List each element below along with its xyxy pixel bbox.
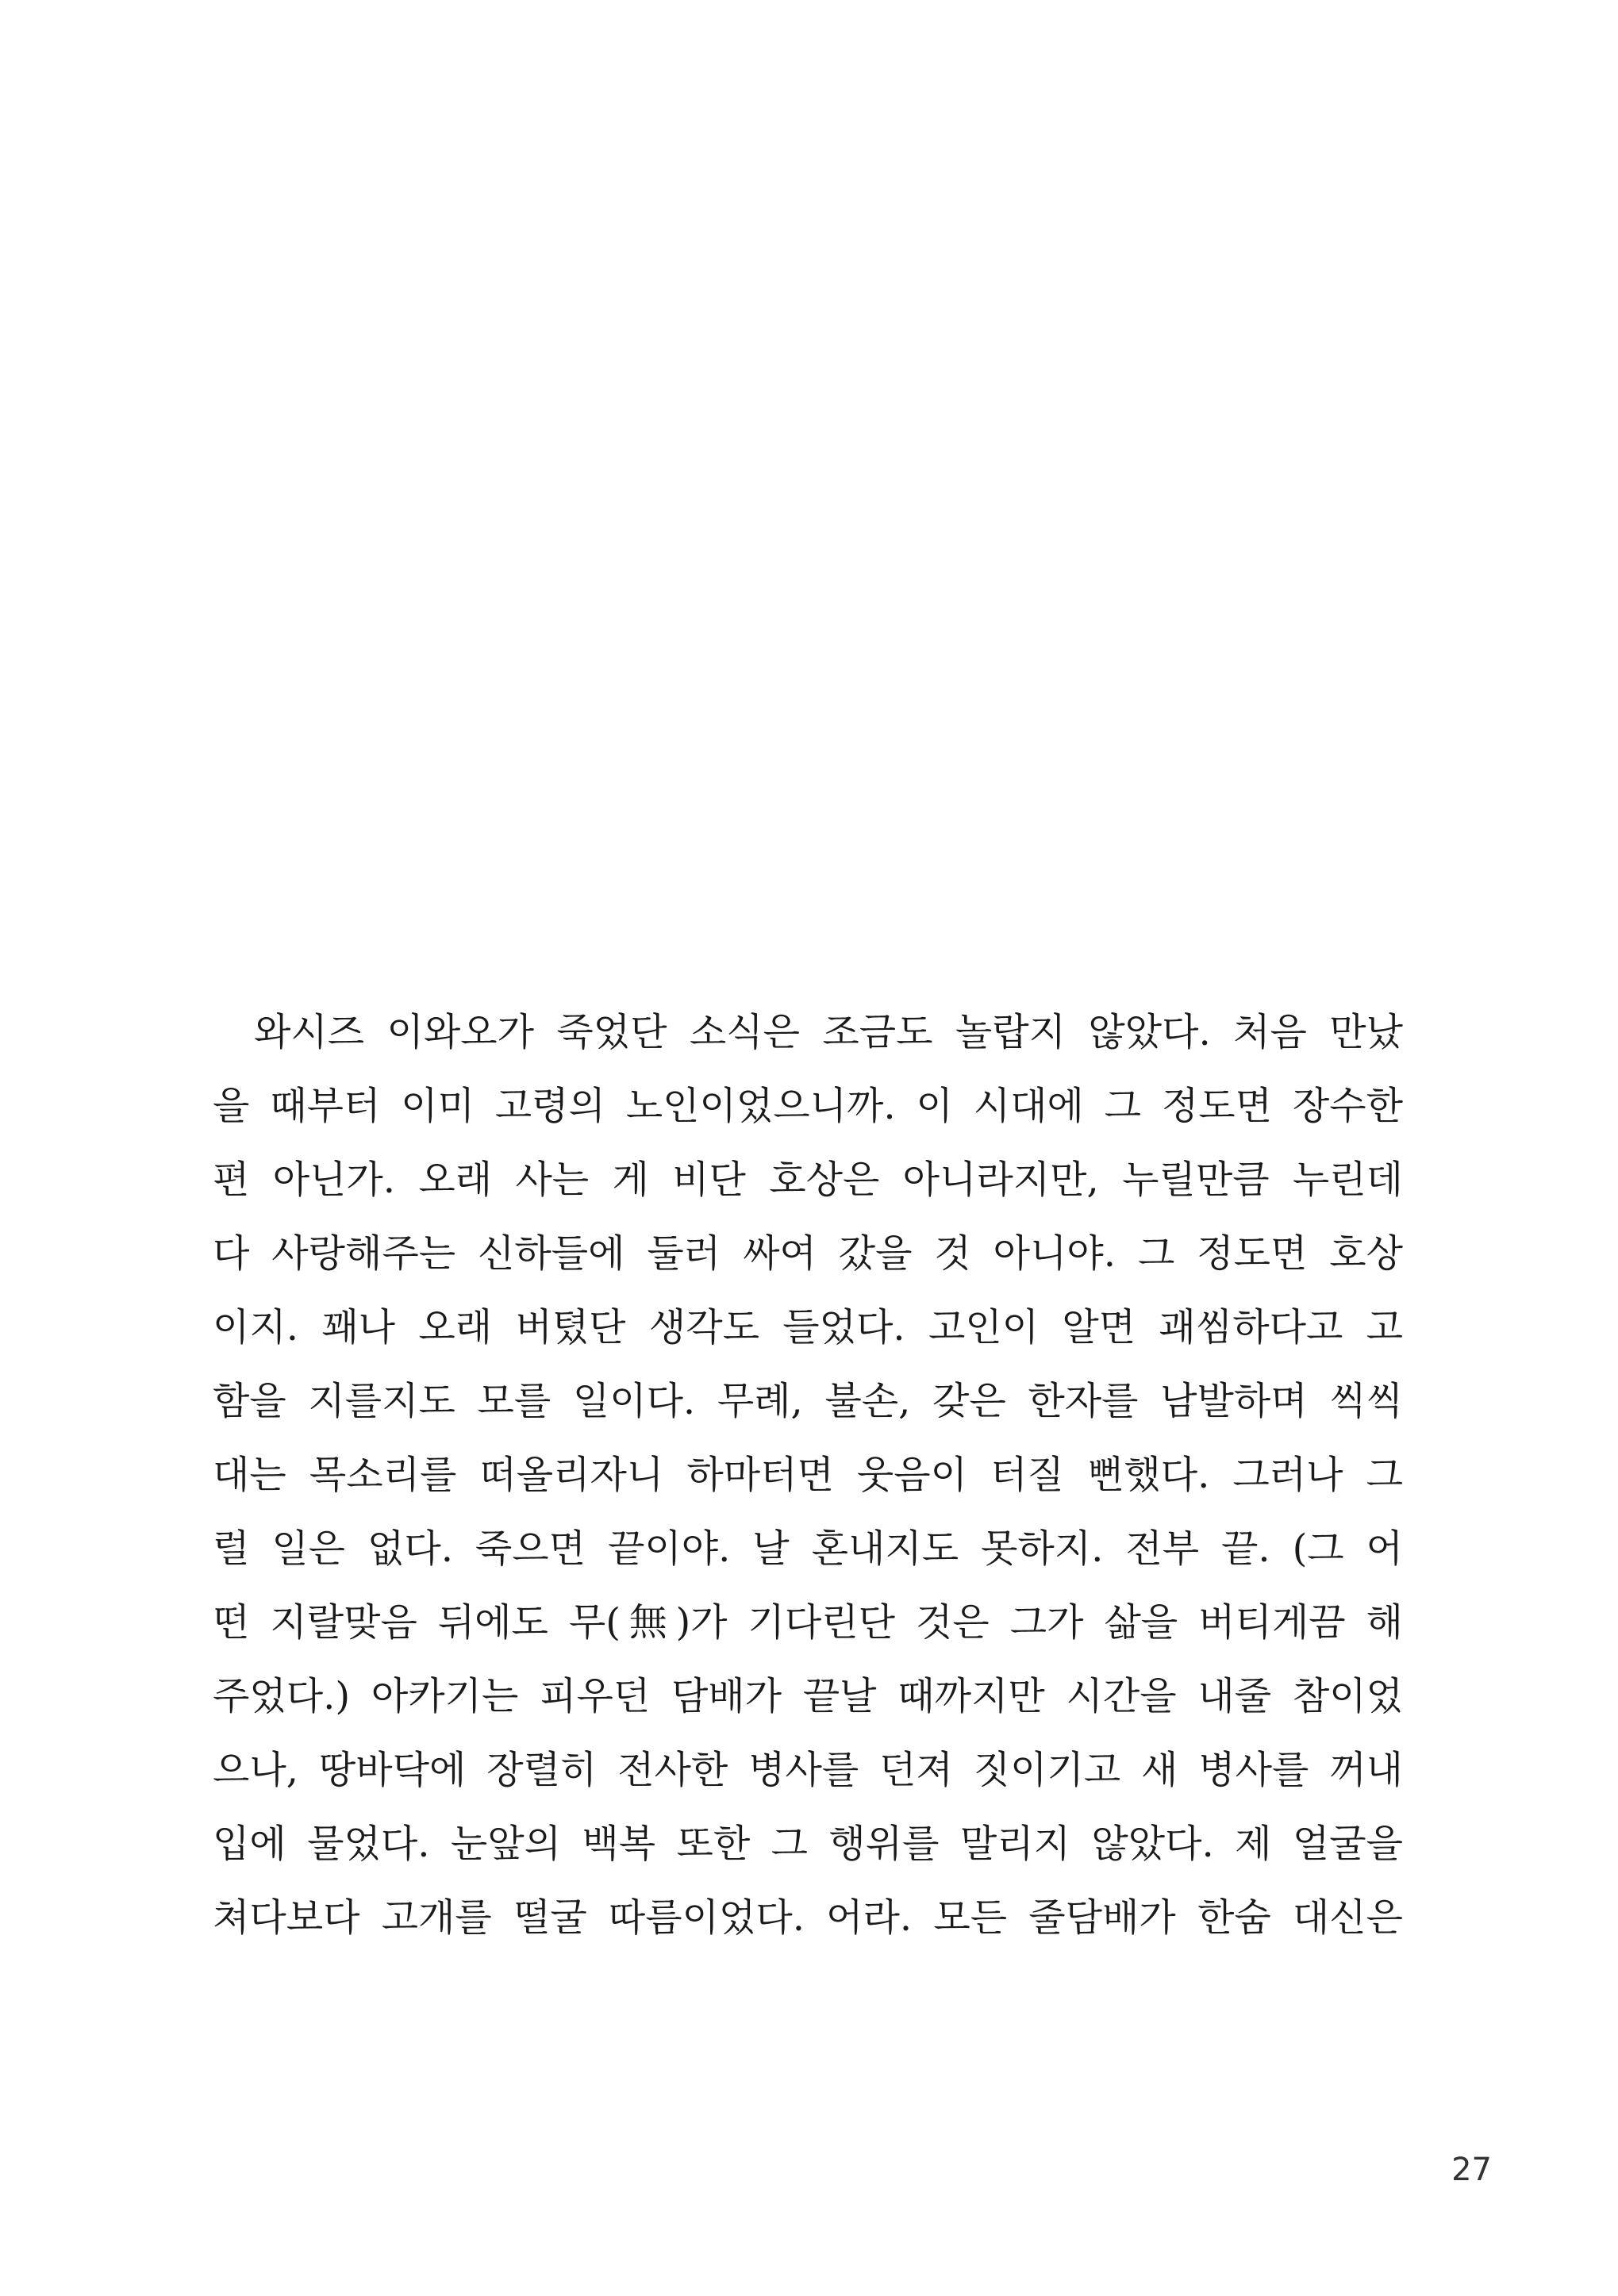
text-line: 으나, 땅바닥에 장렬히 전사한 병사를 던져 짓이기고 새 병사를 꺼내 <box>213 1748 1403 1792</box>
text-line: 쳐다보다 고개를 떨굴 따름이었다. 어라. 모든 줄담배가 한숨 대신은 <box>213 1895 1403 1940</box>
text-line: 떤 지랄맞음 뒤에도 무(無)가 기다린단 것은 그가 삶을 버티게끔 해 <box>213 1600 1403 1645</box>
text-line: 이지. 꽤나 오래 버텼단 생각도 들었다. 고인이 알면 괘씸하다고 고 <box>213 1305 1403 1350</box>
text-line: 입에 물었다. 눈앞의 백복 또한 그 행위를 말리지 않았다. 제 얼굴을 <box>213 1822 1403 1866</box>
text-line: 와시즈 이와오가 죽었단 소식은 조금도 놀랍지 않았다. 처음 만났 <box>254 1010 1403 1054</box>
text-line: 주었다.) 아카기는 피우던 담배가 끝날 때까지만 시간을 내줄 참이었 <box>213 1674 1403 1718</box>
text-line: 대는 목소리를 떠올리자니 하마터면 웃음이 터질 뻔했다. 그러나 그 <box>213 1453 1403 1497</box>
text-line: 다 사랑해주는 신하들에 둘러 싸여 갔을 것 아니야. 그 정도면 호상 <box>213 1231 1403 1276</box>
page-number: 27 <box>1451 2152 1492 2188</box>
text-line: 을 때부터 이미 고령의 노인이었으니까. 이 시대에 그 정도면 장수한 <box>213 1084 1403 1128</box>
text-line: 편 아닌가. 오래 사는 게 비단 호상은 아니라지만, 누릴만큼 누린데 <box>213 1158 1403 1202</box>
text-line: 럴 일은 없다. 죽으면 끝이야. 날 혼내지도 못하지. 전부 끝. (그 어 <box>213 1526 1403 1571</box>
text-line: 함을 지를지도 모를 일이다. 무례, 불손, 갖은 한자를 남발하며 씩씩 <box>213 1379 1403 1423</box>
body-paragraph <box>213 996 1403 1955</box>
